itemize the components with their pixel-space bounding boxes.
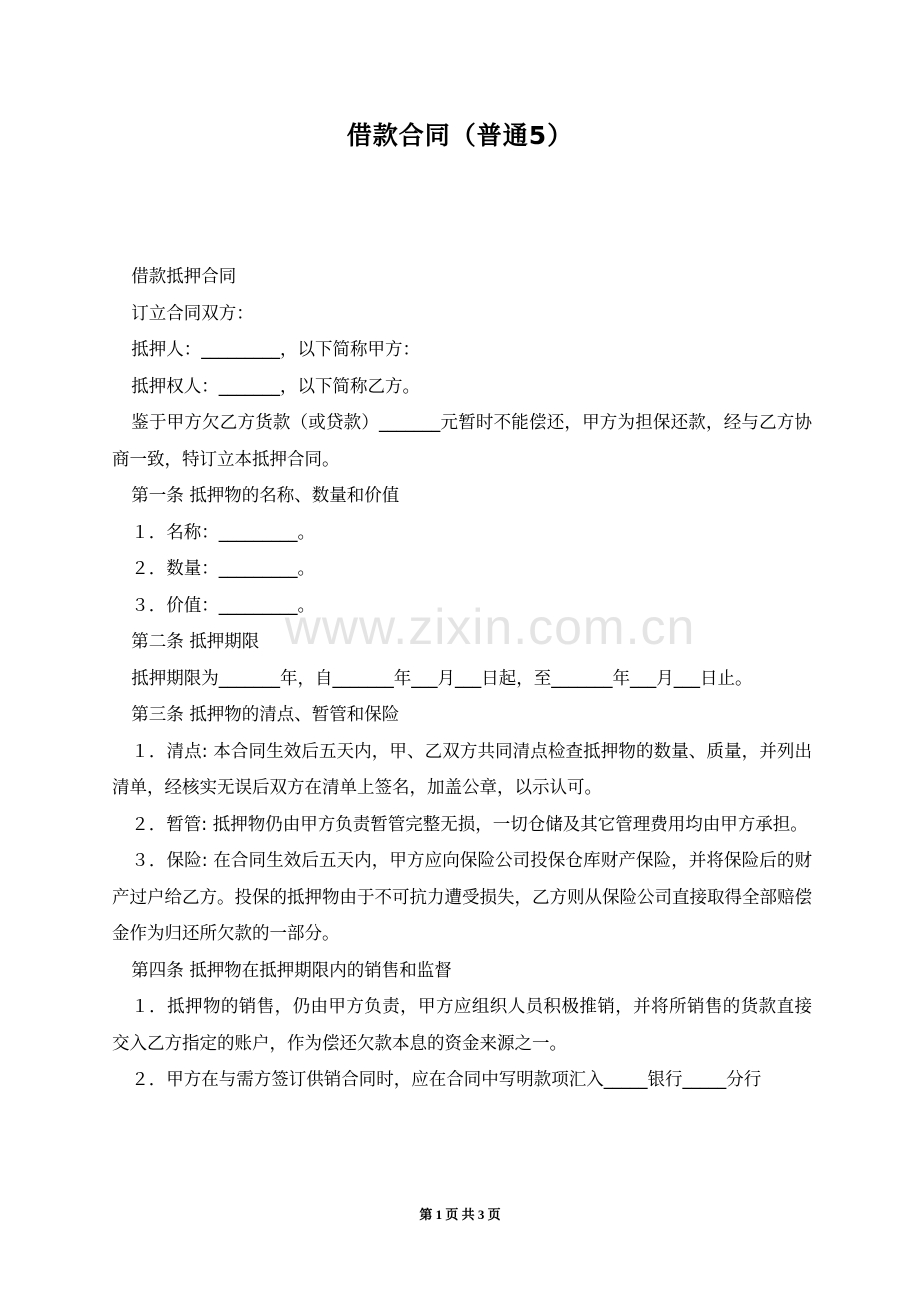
paragraph: ２．甲方在与需方签订供销合同时，应在合同中写明款项汇入_____银行_____分行 xyxy=(131,1070,762,1090)
paragraph: 鉴于甲方欠乙方货款（或贷款）_______元暂时不能偿还，甲方为担保还款，经与乙方协商一致，特订立本抵押合同。 xyxy=(112,413,812,470)
document-title: 借款合同（普通5） xyxy=(346,121,574,150)
paragraph: ３．保险: 在合同生效后五天内，甲方应向保险公司投保仓库财产保险，并将保险后的财产过户给乙方。投保的抵押物由于不可抗力遭受损失，乙方则从保险公司直接取得全部赔偿金作为归还所欠款的一部分。 xyxy=(112,851,812,944)
paragraph: １．清点: 本合同生效后五天内，甲、乙双方共同清点检查抵押物的数量、质量，并列出清单，经核实无误后双方在清单上签名，加盖公章，以示认可。 xyxy=(112,741,812,798)
section-heading: 第二条 抵押期限 xyxy=(131,632,260,652)
paragraph: 订立合同双方： xyxy=(131,303,254,324)
paragraph: 借款抵押合同 xyxy=(131,267,237,287)
page-footer: 第 1 页 共 3 页 xyxy=(419,1207,501,1222)
section-heading: 第三条 抵押物的清点、暂管和保险 xyxy=(131,705,400,725)
section-heading: 第四条 抵押物在抵押期限内的销售和监督 xyxy=(131,960,452,981)
paragraph: 抵押人：_________，以下简称甲方： xyxy=(131,340,420,360)
watermark: www.zixin.com.cn xyxy=(284,599,696,655)
paragraph: １．抵押物的销售，仍由甲方负责，甲方应组织人员积极推销，并将所销售的货款直接交入乙方指定的账户，作为偿还欠款本息的资金来源之一。 xyxy=(112,997,812,1054)
paragraph: 抵押权人：_______，以下简称乙方。 xyxy=(131,376,420,397)
section-heading: 第一条 抵押物的名称、数量和价值 xyxy=(131,486,400,506)
paragraph: ３．价值：_________。 xyxy=(131,595,315,616)
document-body xyxy=(112,259,812,1099)
paragraph: 抵押期限为_______年，自_______年___月___日起，至_______年___月___日止。 xyxy=(131,668,753,689)
paragraph: ２．暂管: 抵押物仍由甲方负责暂管完整无损，一切仓储及其它管理费用均由甲方承担。 xyxy=(131,814,808,835)
paragraph: １．名称：_________。 xyxy=(131,522,315,543)
paragraph: ２．数量：_________。 xyxy=(131,559,315,579)
